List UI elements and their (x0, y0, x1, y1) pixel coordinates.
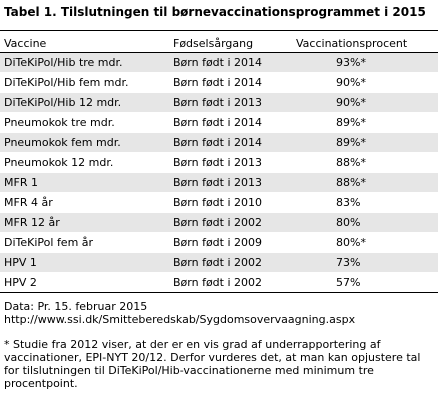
percent-cell: 89%* (336, 116, 366, 129)
vaccine-cell: DiTeKiPol/Hib 12 mdr. (4, 96, 122, 109)
percent-cell: 88%* (336, 156, 366, 169)
footnote-line: vaccinationer, EPI-NYT 20/12. Derfor vurderes det, at man kan opjustere tal (4, 351, 421, 364)
table-row (0, 73, 438, 93)
birth-year-cell: Børn født i 2014 (173, 116, 263, 129)
vaccine-cell: DiTeKiPol fem år (4, 236, 94, 249)
percent-cell: 93%* (336, 56, 366, 69)
percent-cell: 90%* (336, 96, 366, 109)
table-header-row (0, 34, 438, 53)
birth-year-cell: Børn født i 2014 (173, 56, 263, 69)
vaccine-cell: HPV 2 (4, 276, 37, 289)
data-date-line: Data: Pr. 15. februar 2015 (4, 300, 148, 313)
table-row (0, 53, 438, 73)
notes-section (4, 300, 438, 390)
percent-cell: 80% (336, 216, 361, 229)
percent-cell: 57% (336, 276, 361, 289)
table-row (0, 93, 438, 113)
table-row (0, 253, 438, 273)
vaccine-cell: MFR 1 (4, 176, 38, 189)
percent-cell: 73% (336, 256, 361, 269)
vaccine-cell: HPV 1 (4, 256, 37, 269)
table-row (0, 153, 438, 173)
percent-cell: 80%* (336, 236, 366, 249)
footnote-line: for tilslutningen til DiTeKiPol/Hib-vaccinationerne med minimum tre (4, 364, 374, 377)
footnote-line: procentpoint. (4, 377, 78, 390)
vaccine-cell: MFR 12 år (4, 216, 60, 229)
table-row (0, 193, 438, 213)
percent-cell: 90%* (336, 76, 366, 89)
birth-year-cell: Børn født i 2009 (173, 236, 263, 249)
birth-year-cell: Børn født i 2002 (173, 256, 263, 269)
birth-year-cell: Børn født i 2013 (173, 156, 263, 169)
footnote-line: * Studie fra 2012 viser, at der er en vis grad af underrapportering af (4, 338, 381, 351)
top-rule (0, 30, 438, 31)
table-row (0, 233, 438, 253)
percent-cell: 89%* (336, 136, 366, 149)
birth-year-cell: Børn født i 2002 (173, 276, 263, 289)
source-url: http://www.ssi.dk/Smitteberedskab/Sygdomsovervaagning.aspx (4, 313, 356, 326)
birth-year-cell: Børn født i 2014 (173, 76, 263, 89)
table-row (0, 273, 438, 293)
header-vaccine: Vaccine (4, 36, 47, 50)
birth-year-cell: Børn født i 2013 (173, 96, 263, 109)
vaccine-cell: Pneumokok fem mdr. (4, 136, 121, 149)
vaccine-cell: Pneumokok 12 mdr. (4, 156, 114, 169)
header-vaccination-percent: Vaccinationsprocent (296, 36, 408, 50)
table-row (0, 113, 438, 133)
vaccine-cell: DiTeKiPol/Hib fem mdr. (4, 76, 129, 89)
header-birth-year: Fødselsårgang (173, 36, 254, 50)
vaccine-cell: Pneumokok tre mdr. (4, 116, 115, 129)
percent-cell: 88%* (336, 176, 366, 189)
percent-cell: 83% (336, 196, 361, 209)
table-row (0, 173, 438, 193)
table-row (0, 133, 438, 153)
birth-year-cell: Børn født i 2010 (173, 196, 263, 209)
vaccine-cell: DiTeKiPol/Hib tre mdr. (4, 56, 123, 69)
table-title: Tabel 1. Tilslutningen til børnevaccinationsprogrammet i 2015 (4, 5, 426, 19)
table-row (0, 213, 438, 233)
birth-year-cell: Børn født i 2013 (173, 176, 263, 189)
vaccine-cell: MFR 4 år (4, 196, 53, 209)
birth-year-cell: Børn født i 2002 (173, 216, 263, 229)
vaccination-table (0, 34, 438, 293)
notes-spacer (4, 326, 438, 338)
birth-year-cell: Børn født i 2014 (173, 136, 263, 149)
